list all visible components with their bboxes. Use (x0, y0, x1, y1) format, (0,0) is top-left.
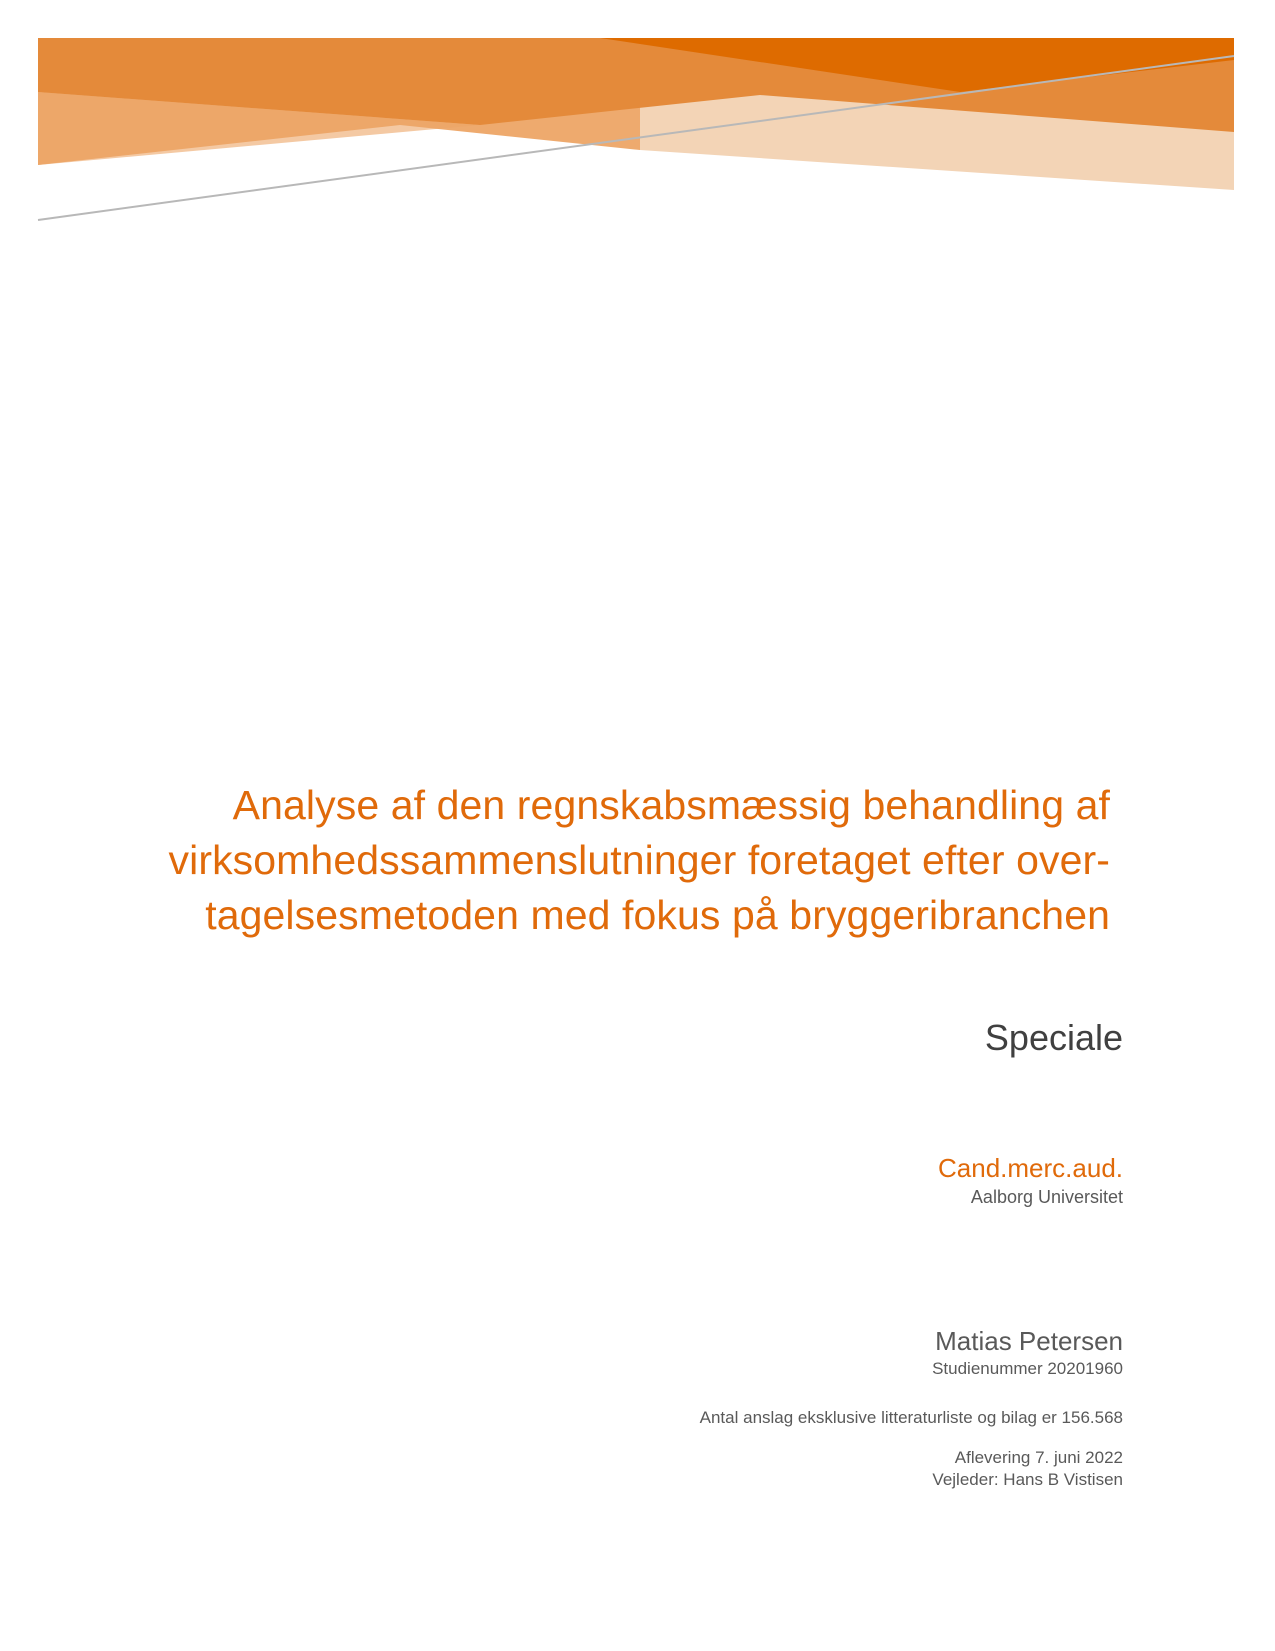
author-name: Matias Petersen (935, 1326, 1123, 1356)
university-name: Aalborg Universitet (970, 1187, 1123, 1207)
thesis-title-line-1: Analyse af den regnskabsmæssig behandling af (232, 782, 1110, 828)
thesis-title-line-3: tagelsesmetoden med fokus på bryggeribranchen (205, 892, 1110, 938)
character-count: Antal anslag eksklusive litteraturliste og bilag er 156.568 (699, 1408, 1123, 1427)
supervisor: Vejleder: Hans B Vistisen (932, 1470, 1123, 1489)
student-number: Studienummer 20201960 (932, 1359, 1123, 1378)
thesis-title (80, 778, 1110, 943)
document-type: Speciale (984, 1017, 1123, 1058)
delivery-date: Aflevering 7. juni 2022 (954, 1448, 1123, 1467)
cover-banner-graphic (0, 0, 1275, 230)
degree-programme: Cand.merc.aud. (938, 1153, 1123, 1183)
thesis-title-line-2: virksomhedssammenslutninger foretaget efter over- (168, 837, 1110, 883)
